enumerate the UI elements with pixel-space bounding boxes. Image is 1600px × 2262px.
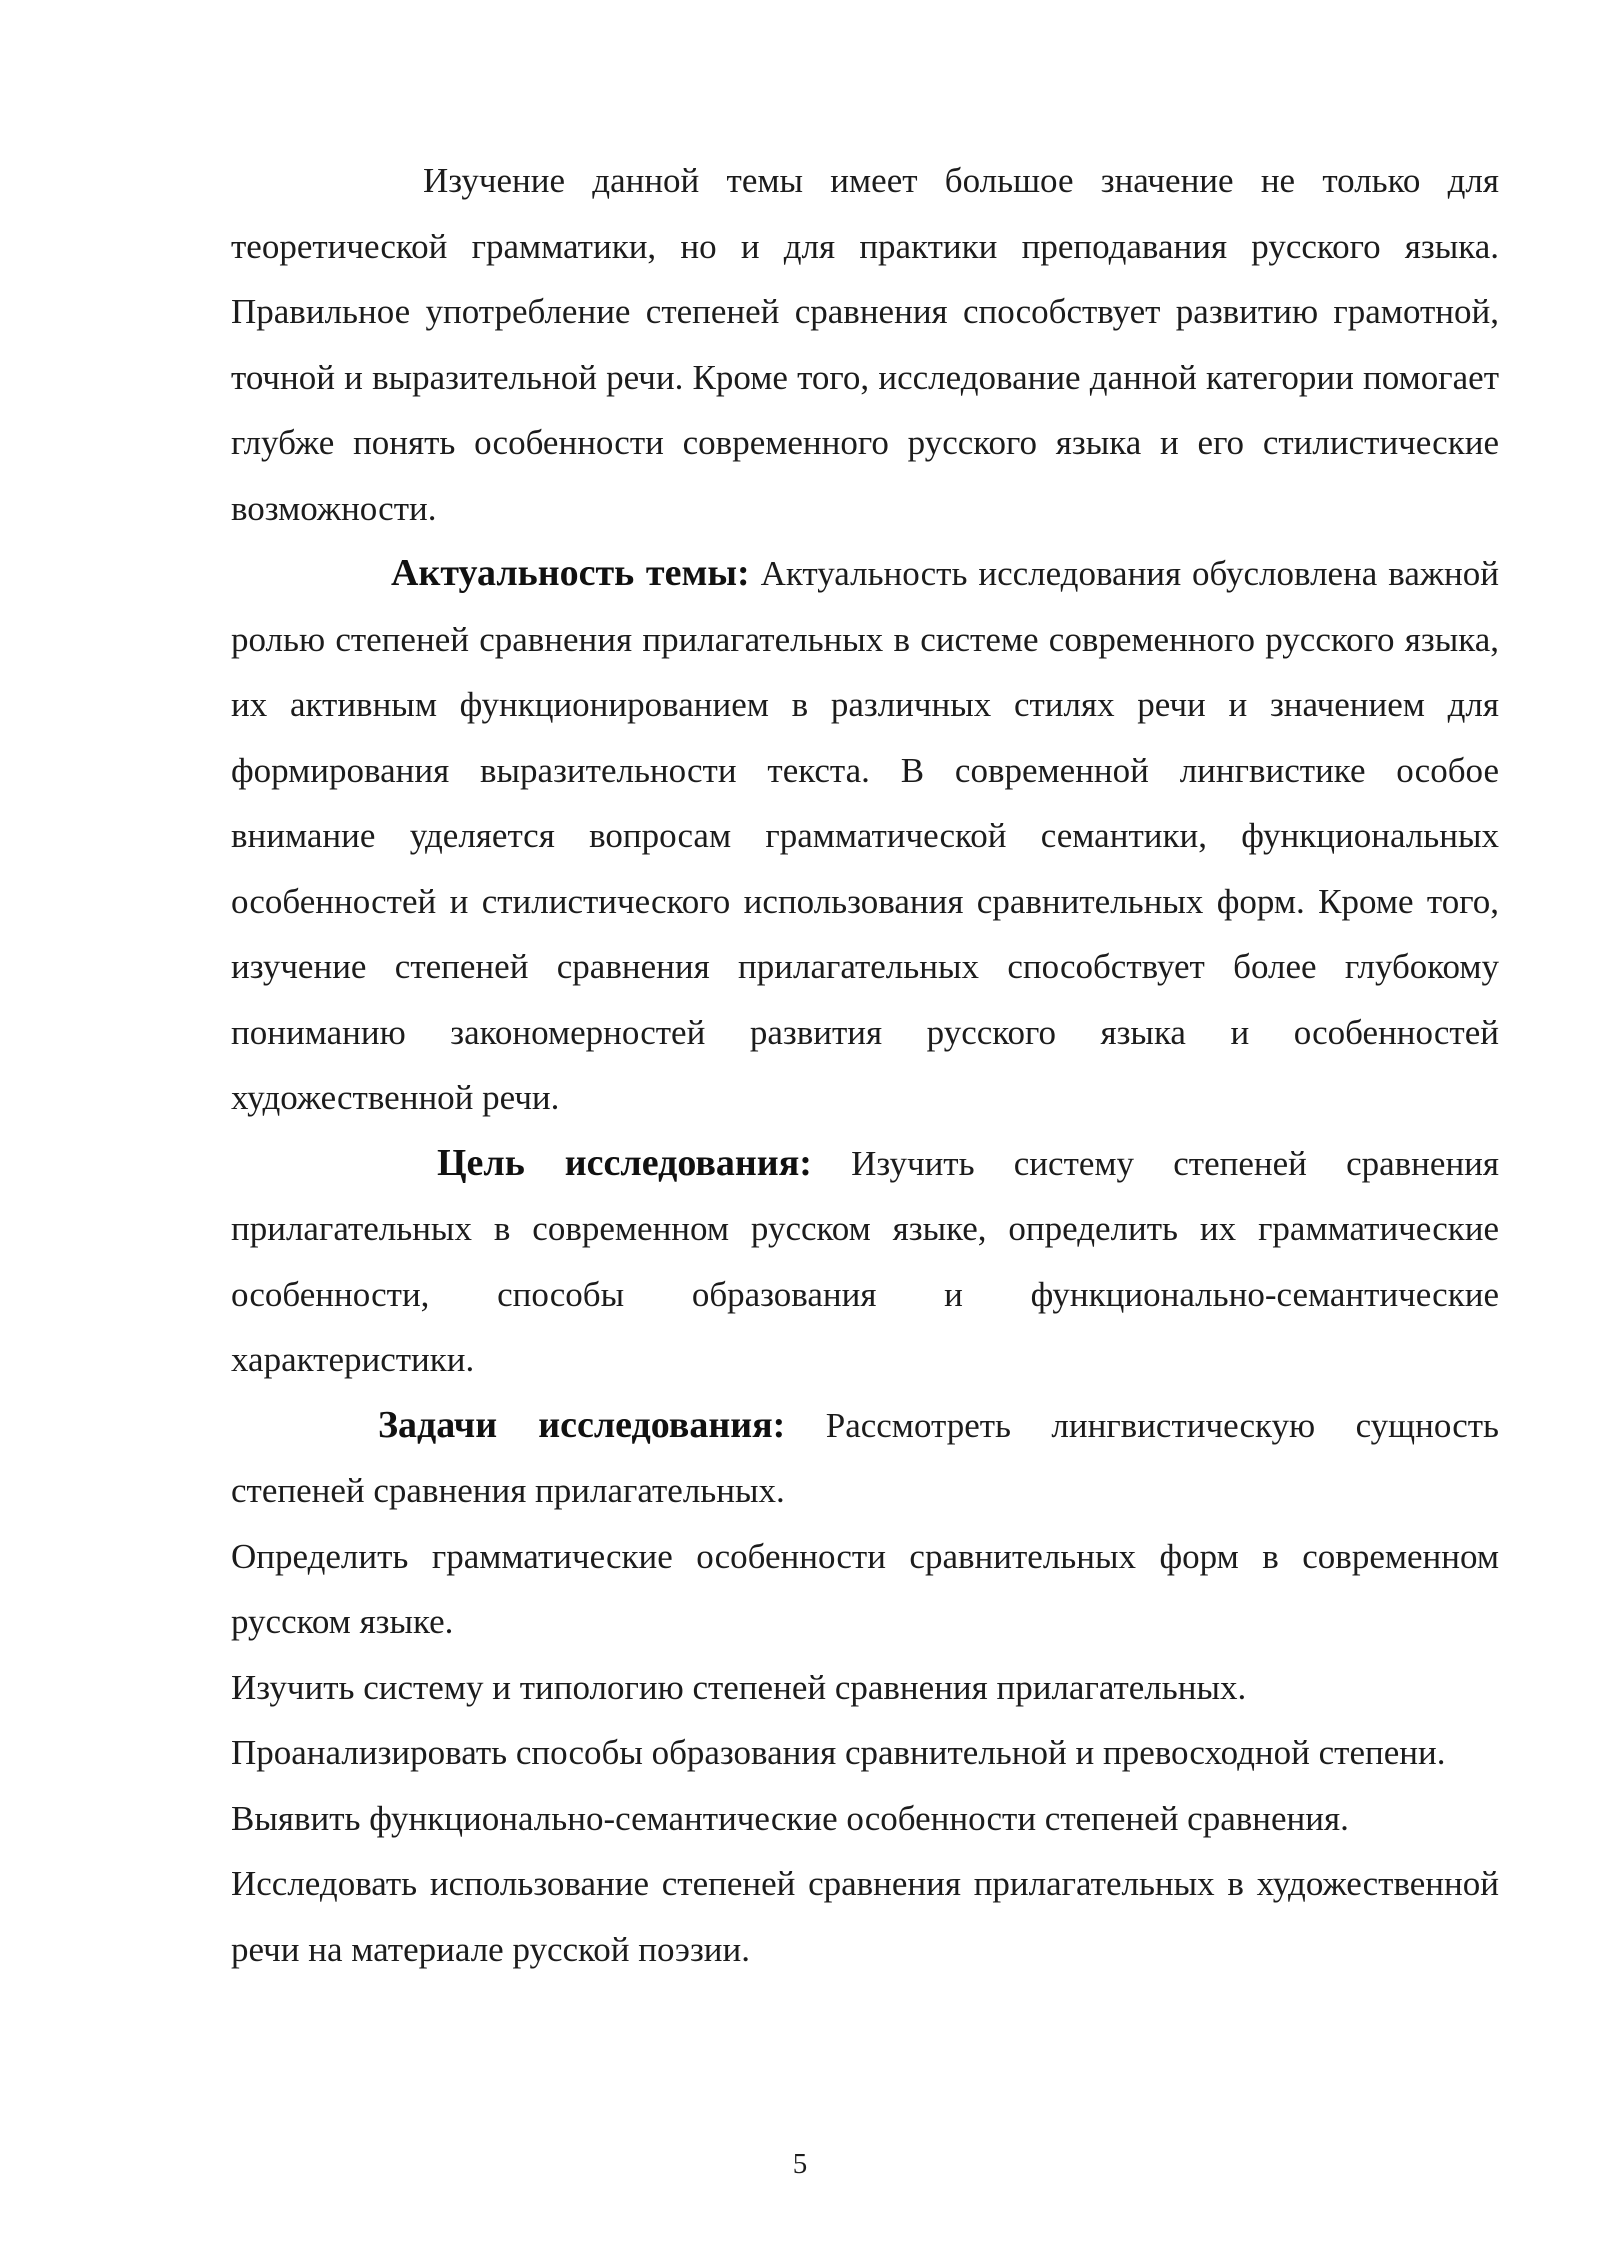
relevance-heading: Актуальность темы: [391, 552, 750, 594]
goal-heading: Цель исследования: [437, 1141, 812, 1184]
task-item: Исследовать использование степеней сравнения прилагательных в художественной речи на материале русской поэзии. [231, 1864, 1499, 1969]
paragraph-tasks [231, 1393, 1499, 1524]
page-number: 5 [792, 2148, 808, 2180]
goal-text: Изучить систему степеней сравнения прилагательных в современном русском языке, определить их грамматические особенности, способы образования и функционально-семантические характеристики. [231, 1143, 1499, 1379]
document-page [231, 148, 1499, 1982]
tasks-heading: Задачи исследования: [378, 1403, 786, 1446]
paragraph-intro [231, 148, 1499, 541]
tasks-text: Рассмотреть лингвистическую сущность степеней сравнения прилагательных. [231, 1405, 1499, 1510]
paragraph-relevance [231, 541, 1499, 1131]
paragraph-goal [231, 1131, 1499, 1393]
task-item: Проанализировать способы образования сравнительной и превосходной степени. [231, 1733, 1446, 1772]
task-item: Изучить систему и типологию степеней сравнения прилагательных. [231, 1667, 1247, 1707]
paragraph-intro-text: Изучение данной темы имеет большое значение не только для теоретической грамматики, но и для практики преподавания русского языка. Правильное употребление степеней сравнения способствует развитию грамотной, точной и выразительной речи. Кроме того, исследование данной категории помогает глубже понять особенности современного русского языка и его стилистические возможности. [231, 161, 1499, 528]
relevance-text: Актуальность исследования обусловлена важной ролью степеней сравнения прилагательных в системе современного русского языка, их активным функционированием в различных стилях речи и значением для формирования выразительности текста. В современной лингвистике особое внимание уделяется вопросам грамматической семантики, функциональных особенностей и стилистического использования сравнительных форм. Кроме того, изучение степеней сравнения прилагательных способствует более глубокому пониманию закономерностей развития русского языка и особенностей художественной речи. [231, 554, 1499, 1117]
task-item: Выявить функционально-семантические особенности степеней сравнения. [231, 1798, 1349, 1838]
task-item: Определить грамматические особенности сравнительных форм в современном русском языке. [231, 1536, 1499, 1641]
